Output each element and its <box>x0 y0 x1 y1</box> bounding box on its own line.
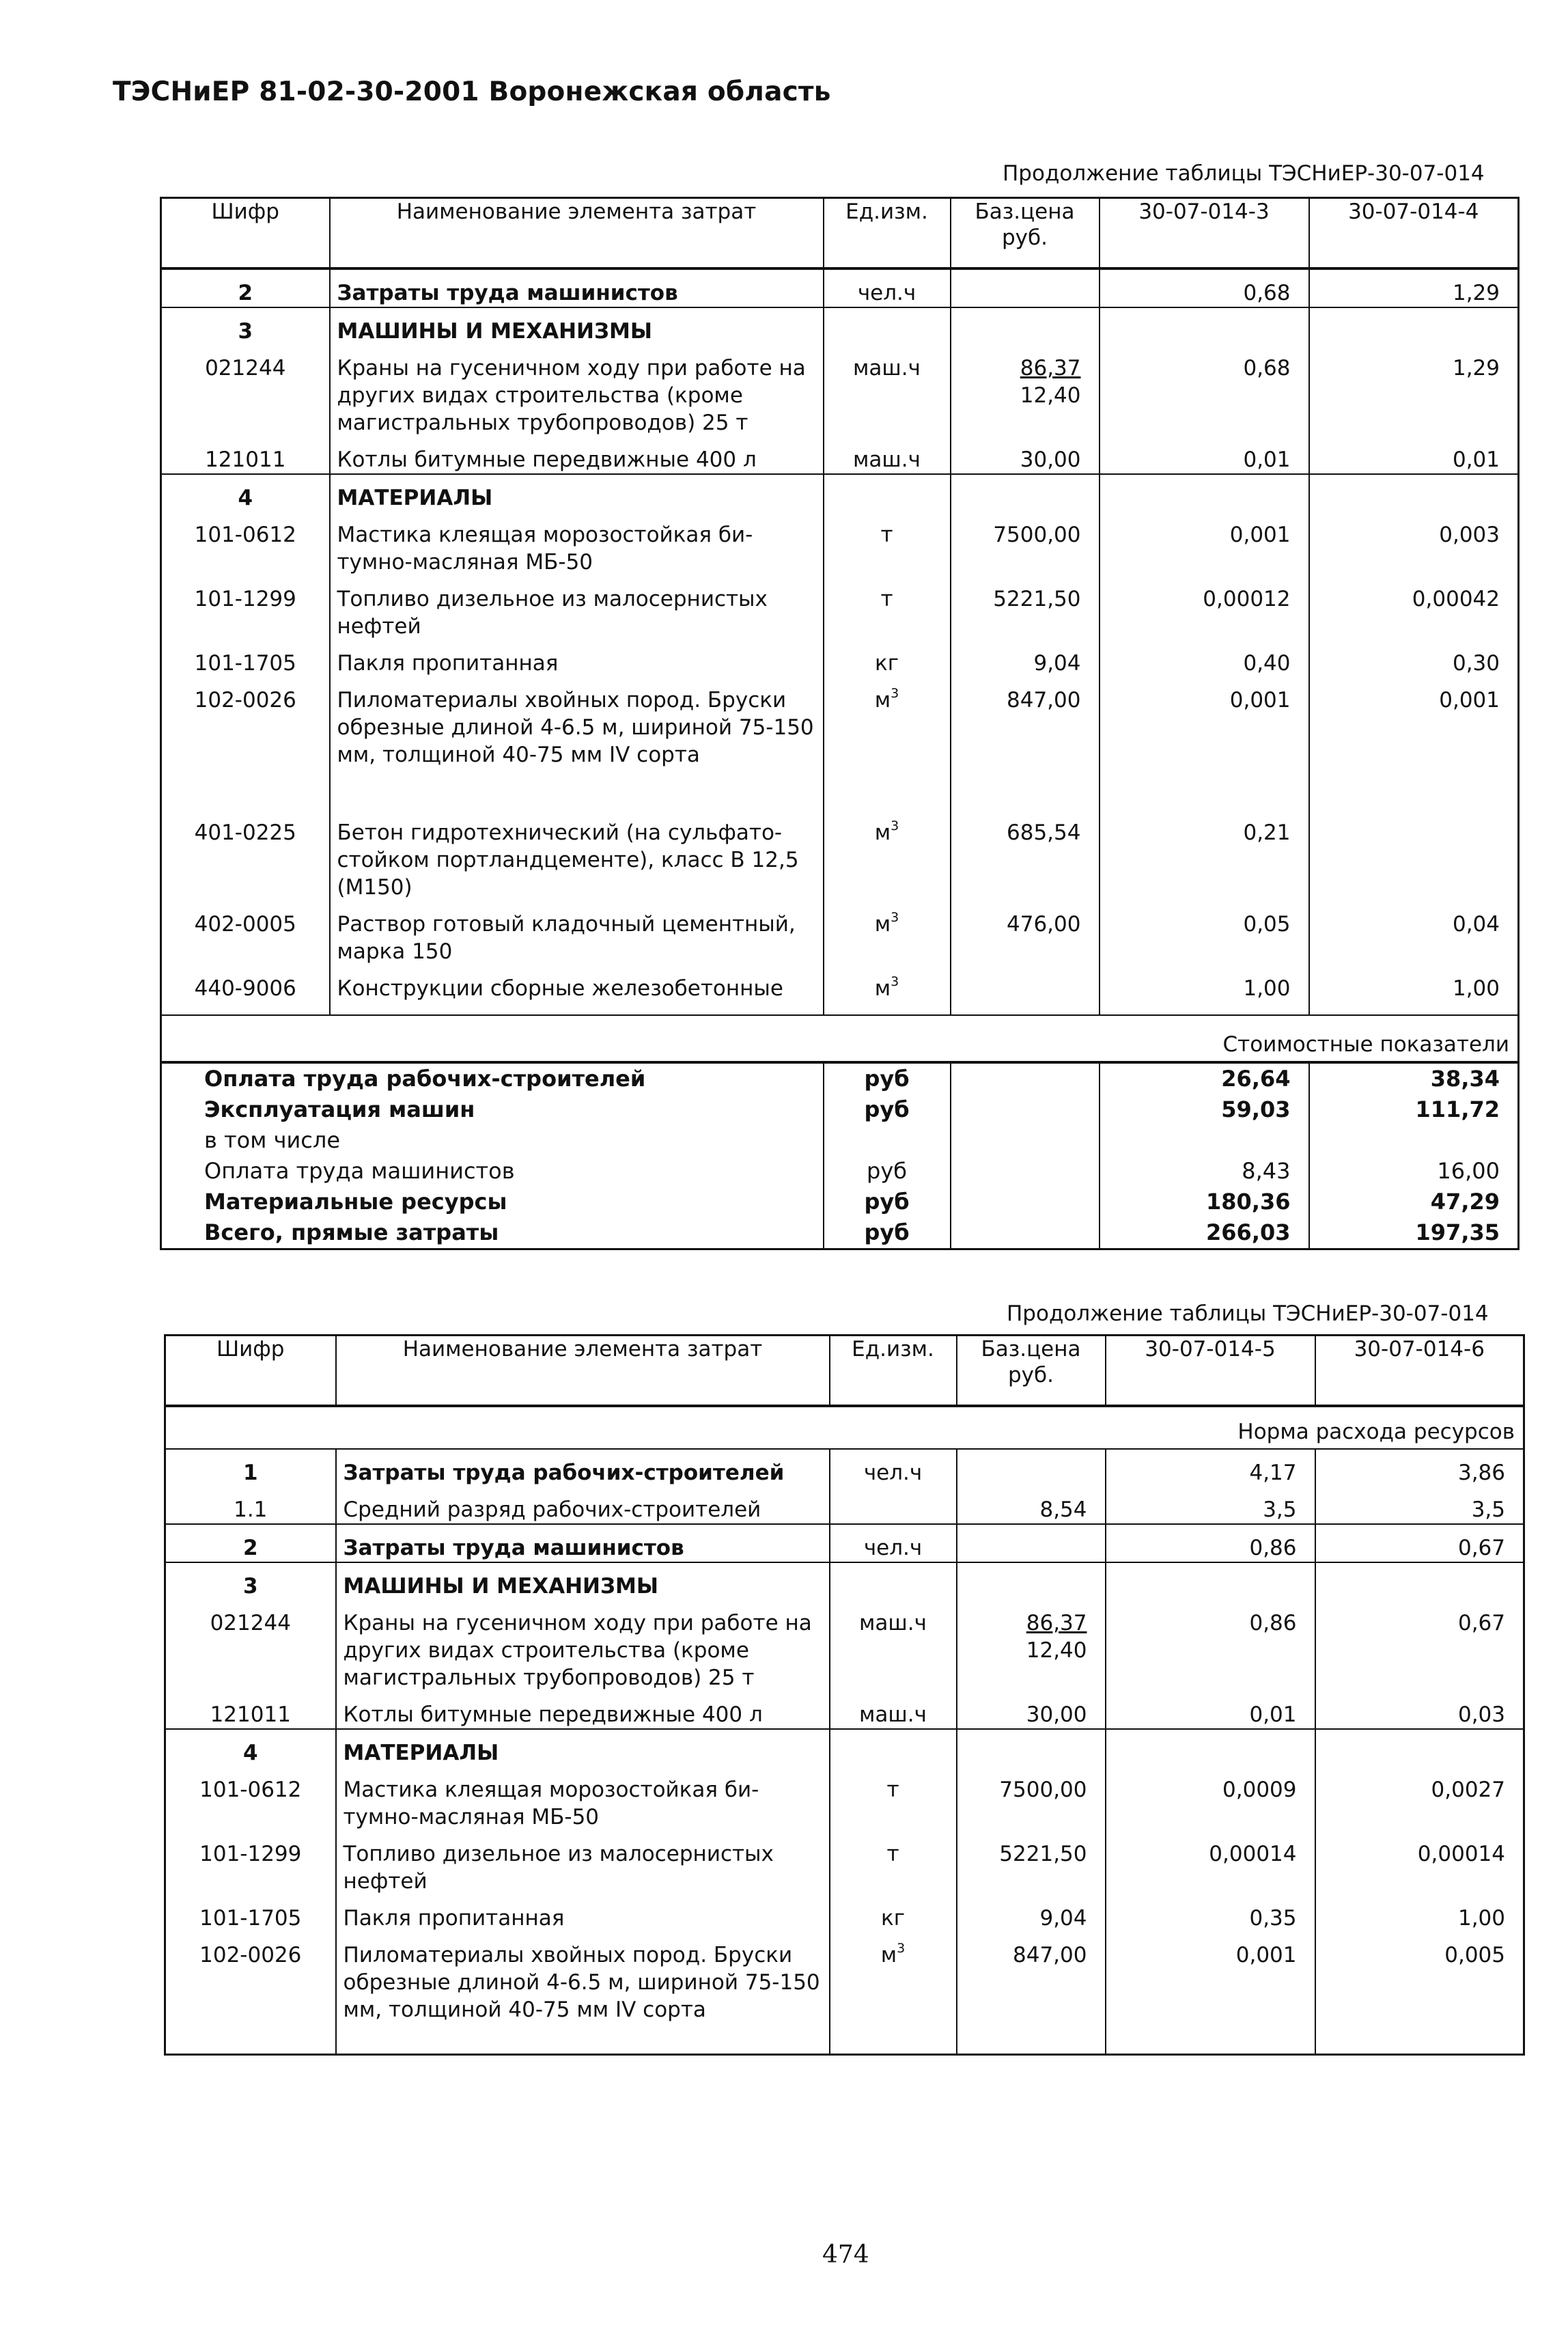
row-value-1: 0,0009 <box>1106 1767 1315 1831</box>
row-unit: чел.ч <box>830 1524 957 1562</box>
row-value-1: 0,001 <box>1100 677 1309 810</box>
summary-value-1 <box>1100 1125 1309 1156</box>
row-code: 4 <box>242 1741 258 1765</box>
table-row <box>165 1729 1524 1767</box>
row-code: 021244 <box>205 356 286 381</box>
row-value-1: 0,001 <box>1100 512 1309 576</box>
row-base-price: 30,00 <box>951 437 1100 474</box>
summary-price-empty <box>951 1125 1100 1156</box>
row-base-price: 30,00 <box>957 1691 1106 1729</box>
row-unit: маш.ч <box>830 1600 957 1691</box>
row-unit: т <box>830 1767 957 1831</box>
row-value-2: 0,00014 <box>1315 1831 1524 1895</box>
row-base-price: 9,04 <box>957 1895 1106 1932</box>
col-header-unit: Ед.изм. <box>830 1336 957 1407</box>
row-value-1: 0,68 <box>1100 268 1309 307</box>
row-value-1: 0,01 <box>1106 1691 1315 1729</box>
row-base-price <box>957 1562 1106 1600</box>
norm-label-row <box>165 1406 1524 1449</box>
document-title: ТЭСНиЕР 81-02-30-2001 Воронежская область <box>113 77 831 107</box>
col-header-name: Наименование элемента затрат <box>330 198 824 269</box>
col-header-code: Шифр <box>211 199 279 224</box>
row-value-2 <box>1315 1562 1524 1600</box>
row-base-price: 7500,00 <box>951 512 1100 576</box>
row-value-2 <box>1309 474 1519 512</box>
row-value-1: 0,35 <box>1106 1895 1315 1932</box>
summary-label: Оплата труда рабочих-строителей <box>204 1066 646 1092</box>
row-code: 1.1 <box>234 1497 268 1522</box>
row-value-2: 3,86 <box>1315 1449 1524 1487</box>
row-value-2: 0,0027 <box>1315 1767 1524 1831</box>
summary-price-empty <box>951 1062 1100 1094</box>
table-row <box>161 901 1519 965</box>
summary-value-1: 8,43 <box>1100 1156 1309 1187</box>
summary-label: в том числе <box>204 1127 340 1153</box>
row-name: Топливо дизельное из малосернистых нефтей <box>330 576 824 640</box>
summary-value-2: 47,29 <box>1309 1187 1519 1217</box>
table-row <box>161 268 1519 307</box>
row-value-1: 0,86 <box>1106 1524 1315 1562</box>
row-name: Топливо дизельное из малосернистых нефтей <box>336 1831 830 1895</box>
summary-label: Оплата труда машинистов <box>204 1158 515 1184</box>
row-name: Мастика клеящая морозостойкая би-тумно-масляная МБ-50 <box>336 1767 830 1831</box>
summary-row <box>161 1062 1519 1094</box>
row-base-price: 7500,00 <box>957 1767 1106 1831</box>
row-name: Средний разряд рабочих-строителей <box>336 1487 830 1524</box>
cost-indicators-label: Стоимостные показатели <box>1222 1032 1509 1057</box>
summary-label: Всего, прямые затраты <box>204 1219 499 1245</box>
row-unit: т <box>824 512 951 576</box>
row-base-price <box>957 1729 1106 1767</box>
table-row <box>161 474 1519 512</box>
row-code: 101-0612 <box>199 1778 302 1802</box>
summary-value-2 <box>1309 1125 1519 1156</box>
summary-label: Эксплуатация машин <box>204 1096 475 1122</box>
row-value-2: 0,005 <box>1315 1932 1524 2055</box>
row-base-price: 9,04 <box>951 640 1100 677</box>
row-value-2: 3,5 <box>1315 1487 1524 1524</box>
row-code: 021244 <box>210 1611 291 1635</box>
col-header-variant-4: 30-07-014-4 <box>1309 198 1519 269</box>
row-base-price: 5221,50 <box>957 1831 1106 1895</box>
table1-summary <box>161 1015 1519 1249</box>
row-code: 401-0225 <box>194 820 296 845</box>
row-name: Котлы битумные передвижные 400 л <box>336 1691 830 1729</box>
row-value-1: 0,05 <box>1100 901 1309 965</box>
row-value-2: 0,04 <box>1309 901 1519 965</box>
table-row <box>161 512 1519 576</box>
row-code: 2 <box>238 281 253 305</box>
row-base-price <box>951 268 1100 307</box>
row-value-1: 0,00014 <box>1106 1831 1315 1895</box>
row-unit <box>824 474 951 512</box>
summary-price-empty <box>951 1156 1100 1187</box>
row-name: МАТЕРИАЛЫ <box>330 474 824 512</box>
summary-value-2: 197,35 <box>1309 1217 1519 1249</box>
page-number: 474 <box>822 2241 869 2269</box>
row-unit: $м^3$ <box>830 1932 957 2055</box>
table1-continuation-label: Продолжение таблицы ТЭСНиЕР-30-07-014 <box>1003 161 1485 186</box>
row-value-2 <box>1309 307 1519 345</box>
row-unit: маш.ч <box>830 1691 957 1729</box>
row-value-1 <box>1100 474 1309 512</box>
summary-label: Материальные ресурсы <box>204 1189 507 1215</box>
row-value-1 <box>1106 1562 1315 1600</box>
table-row <box>165 1487 1524 1524</box>
row-value-2: 1,29 <box>1309 345 1519 437</box>
summary-row <box>161 1156 1519 1187</box>
row-code: 2 <box>242 1536 258 1560</box>
summary-value-2: 38,34 <box>1309 1062 1519 1094</box>
row-unit: $м^3$ <box>824 677 951 810</box>
summary-value-2: 16,00 <box>1309 1156 1519 1187</box>
row-code: 101-0612 <box>194 523 296 547</box>
row-name: Пакля пропитанная <box>336 1895 830 1932</box>
row-code: 3 <box>238 319 253 344</box>
row-value-1: 0,01 <box>1100 437 1309 474</box>
row-value-2 <box>1315 1729 1524 1767</box>
row-unit: чел.ч <box>824 268 951 307</box>
table-row <box>161 345 1519 437</box>
row-value-1: 0,00012 <box>1100 576 1309 640</box>
row-name: Краны на гусеничном ходу при работе на других видах строительства (кроме магистральных трубопроводов) 25 т <box>330 345 824 437</box>
row-value-2: 0,01 <box>1309 437 1519 474</box>
row-code: 3 <box>242 1574 258 1599</box>
row-base-price: 685,54 <box>951 810 1100 901</box>
table-row <box>165 1524 1524 1562</box>
row-value-2: 0,30 <box>1309 640 1519 677</box>
row-value-2: 0,003 <box>1309 512 1519 576</box>
row-base-price: 86,37 12,40 <box>957 1600 1106 1691</box>
row-name: Конструкции сборные железобетонные <box>330 965 824 1015</box>
table-row <box>161 810 1519 901</box>
row-base-price <box>951 474 1100 512</box>
table-row <box>165 1895 1524 1932</box>
col-header-name: Наименование элемента затрат <box>336 1336 830 1407</box>
row-unit: кг <box>824 640 951 677</box>
row-base-price <box>951 965 1100 1015</box>
summary-price-empty <box>951 1187 1100 1217</box>
row-base-price: 847,00 <box>951 677 1100 810</box>
table-row <box>161 437 1519 474</box>
row-value-2 <box>1309 810 1519 901</box>
summary-unit: руб <box>824 1094 951 1125</box>
row-value-1 <box>1100 307 1309 345</box>
table-row <box>161 576 1519 640</box>
row-value-2: 0,67 <box>1315 1524 1524 1562</box>
row-code: 102-0026 <box>194 688 296 713</box>
row-base-price: 476,00 <box>951 901 1100 965</box>
row-value-2: 0,001 <box>1309 677 1519 810</box>
row-unit: кг <box>830 1895 957 1932</box>
col-header-variant-6: 30-07-014-6 <box>1315 1336 1524 1407</box>
col-header-price: Баз.цена руб. <box>957 1336 1106 1407</box>
summary-value-1: 59,03 <box>1100 1094 1309 1125</box>
row-value-1: 3,5 <box>1106 1487 1315 1524</box>
row-unit: т <box>824 576 951 640</box>
row-name: Краны на гусеничном ходу при работе на других видах строительства (кроме магистральных трубопроводов) 25 т <box>336 1600 830 1691</box>
cost-label-row <box>161 1015 1519 1062</box>
summary-unit: руб <box>824 1217 951 1249</box>
row-unit <box>830 1729 957 1767</box>
row-value-1: 0,001 <box>1106 1932 1315 2055</box>
row-name: Котлы битумные передвижные 400 л <box>330 437 824 474</box>
col-header-variant-5: 30-07-014-5 <box>1106 1336 1315 1407</box>
row-base-price <box>957 1449 1106 1487</box>
row-code: 101-1299 <box>199 1842 302 1866</box>
row-unit <box>830 1487 957 1524</box>
row-base-price: 86,37 12,40 <box>951 345 1100 437</box>
summary-value-2: 111,72 <box>1309 1094 1519 1125</box>
row-value-1: 0,40 <box>1100 640 1309 677</box>
row-base-price: 8,54 <box>957 1487 1106 1524</box>
row-value-2: 0,00042 <box>1309 576 1519 640</box>
table-row <box>165 1449 1524 1487</box>
row-code: 101-1299 <box>194 587 296 611</box>
row-unit: $м^3$ <box>824 901 951 965</box>
row-value-1: 4,17 <box>1106 1449 1315 1487</box>
row-name: Пакля пропитанная <box>330 640 824 677</box>
table2-header-row <box>165 1336 1524 1407</box>
summary-value-1: 266,03 <box>1100 1217 1309 1249</box>
table2-continuation-label: Продолжение таблицы ТЭСНиЕР-30-07-014 <box>1007 1301 1489 1326</box>
row-code: 402-0005 <box>194 912 296 937</box>
table1-header-row <box>161 198 1519 269</box>
table1-body <box>161 268 1519 1015</box>
table-row <box>165 1767 1524 1831</box>
summary-price-empty <box>951 1217 1100 1249</box>
resource-table-1 <box>160 197 1520 1250</box>
row-value-1 <box>1106 1729 1315 1767</box>
summary-value-1: 26,64 <box>1100 1062 1309 1094</box>
norm-label: Норма расхода ресурсов <box>1237 1420 1515 1444</box>
summary-row <box>161 1187 1519 1217</box>
summary-unit: руб <box>824 1156 951 1187</box>
row-value-2: 1,00 <box>1315 1895 1524 1932</box>
row-unit: $м^3$ <box>824 810 951 901</box>
row-name: Мастика клеящая морозостойкая би-тумно-масляная МБ-50 <box>330 512 824 576</box>
row-name: Затраты труда машинистов <box>330 268 824 307</box>
row-base-price <box>951 307 1100 345</box>
row-code: 102-0026 <box>199 1943 302 1967</box>
row-code: 440-9006 <box>194 976 296 1001</box>
row-base-price: 847,00 <box>957 1932 1106 2055</box>
row-name: МАШИНЫ И МЕХАНИЗМЫ <box>336 1562 830 1600</box>
summary-row <box>161 1094 1519 1125</box>
row-base-price <box>957 1524 1106 1562</box>
summary-row <box>161 1125 1519 1156</box>
row-name: Пиломатериалы хвойных пород. Бруски обрезные длиной 4-6.5 м, шириной 75-150 мм, толщиной 40-75 мм IV сорта <box>336 1932 830 2055</box>
row-code: 101-1705 <box>199 1906 302 1931</box>
row-value-1: 0,86 <box>1106 1600 1315 1691</box>
row-name: Раствор готовый кладочный цементный, марка 150 <box>330 901 824 965</box>
table-row <box>161 965 1519 1015</box>
col-header-code: Шифр <box>216 1337 285 1361</box>
row-unit: маш.ч <box>824 345 951 437</box>
row-name: Пиломатериалы хвойных пород. Бруски обрезные длиной 4-6.5 м, шириной 75-150 мм, толщиной 40-75 мм IV сорта <box>330 677 824 810</box>
table2-body <box>165 1449 1524 2055</box>
table-row <box>161 677 1519 810</box>
row-code: 121011 <box>205 447 286 472</box>
row-unit: т <box>830 1831 957 1895</box>
row-unit: чел.ч <box>830 1449 957 1487</box>
row-code: 101-1705 <box>194 651 296 676</box>
row-name: МАТЕРИАЛЫ <box>336 1729 830 1767</box>
row-code: 4 <box>238 486 253 510</box>
summary-unit: руб <box>824 1187 951 1217</box>
resource-table-2 <box>164 1334 1525 2056</box>
col-header-unit: Ед.изм. <box>824 198 951 269</box>
row-unit <box>824 307 951 345</box>
summary-value-1: 180,36 <box>1100 1187 1309 1217</box>
table-row <box>161 307 1519 345</box>
row-value-2: 1,00 <box>1309 965 1519 1015</box>
row-name: Бетон гидротехнический (на сульфато-стойком портландцементе), класс В 12,5 (М150) <box>330 810 824 901</box>
row-code: 1 <box>242 1461 258 1485</box>
row-name: Затраты труда рабочих-строителей <box>336 1449 830 1487</box>
table-row <box>165 1831 1524 1895</box>
summary-unit: руб <box>824 1062 951 1094</box>
table-row <box>165 1562 1524 1600</box>
table-row <box>165 1691 1524 1729</box>
row-unit <box>830 1562 957 1600</box>
row-unit: $м^3$ <box>824 965 951 1015</box>
row-name: МАШИНЫ И МЕХАНИЗМЫ <box>330 307 824 345</box>
summary-row <box>161 1217 1519 1249</box>
table-row <box>165 1600 1524 1691</box>
summary-unit <box>824 1125 951 1156</box>
row-unit: маш.ч <box>824 437 951 474</box>
row-base-price: 5221,50 <box>951 576 1100 640</box>
table-row <box>165 1932 1524 2055</box>
summary-price-empty <box>951 1094 1100 1125</box>
col-header-variant-3: 30-07-014-3 <box>1100 198 1309 269</box>
row-name: Затраты труда машинистов <box>336 1524 830 1562</box>
row-value-2: 0,67 <box>1315 1600 1524 1691</box>
row-value-1: 0,68 <box>1100 345 1309 437</box>
row-value-1: 1,00 <box>1100 965 1309 1015</box>
col-header-price: Баз.цена руб. <box>951 198 1100 269</box>
row-value-1: 0,21 <box>1100 810 1309 901</box>
row-value-2: 0,03 <box>1315 1691 1524 1729</box>
table-row <box>161 640 1519 677</box>
row-code: 121011 <box>210 1702 291 1727</box>
row-value-2: 1,29 <box>1309 268 1519 307</box>
